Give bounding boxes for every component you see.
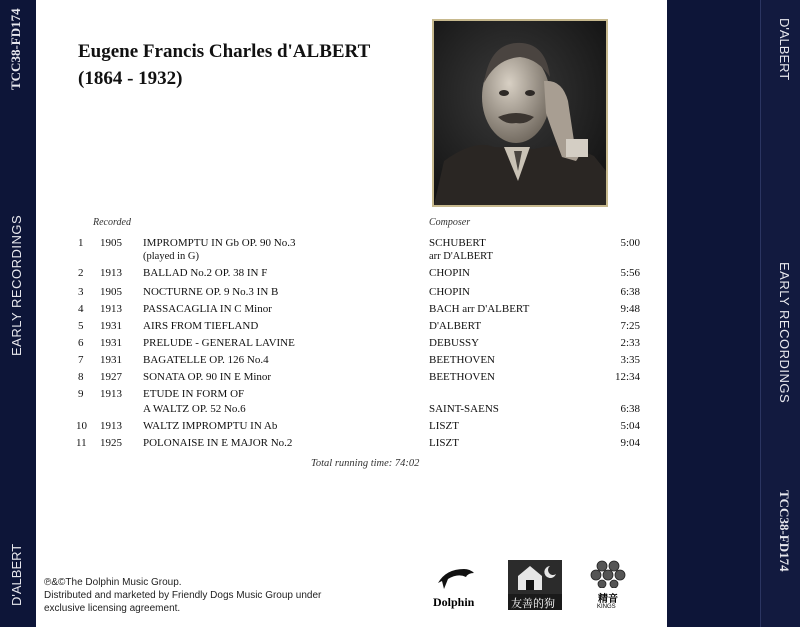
friendly-dogs-label: 友善的狗: [511, 598, 555, 610]
track-duration: 3:35: [620, 354, 640, 366]
track-number: 7: [78, 354, 84, 366]
track-row: [0, 267, 640, 283]
composer-header: [78, 38, 370, 92]
track-year: 1931: [100, 320, 122, 332]
track-title: PASSACAGLIA IN C Minor: [143, 303, 272, 315]
track-composer: BEETHOVEN: [429, 354, 495, 366]
track-composer: LISZT: [429, 437, 459, 449]
track-title: NOCTURNE OP. 9 No.3 IN B: [143, 286, 279, 298]
track-composer: CHOPIN: [429, 286, 470, 298]
dolphin-icon: [436, 565, 476, 591]
track-year: 1905: [100, 286, 122, 298]
copyright-notice: [44, 576, 321, 615]
track-year: 1913: [100, 388, 122, 400]
spine-series-title: EARLY RECORDINGS: [9, 214, 24, 356]
track-composer: BEETHOVEN: [429, 371, 495, 383]
track-number: 4: [78, 303, 84, 315]
track-year: 1931: [100, 337, 122, 349]
track-composer: SAINT-SAENS: [429, 403, 499, 415]
dolphin-label: Dolphin: [433, 595, 475, 609]
track-duration: 5:00: [620, 237, 640, 249]
track-arranger: arr D'ALBERT: [429, 251, 493, 262]
track-row: [0, 420, 640, 436]
copyright-line: ℗&©The Dolphin Music Group.: [44, 577, 182, 588]
track-composer: CHOPIN: [429, 267, 470, 279]
track-title: AIRS FROM TIEFLAND: [143, 320, 259, 332]
friendly-dogs-logo: [508, 560, 562, 610]
track-title: BAGATELLE OP. 126 No.4: [143, 354, 269, 366]
track-year: 1925: [100, 437, 122, 449]
dolphin-logo: [430, 565, 486, 610]
spine-catalog-code-right: TCC38-FD174: [777, 490, 792, 572]
portrait-image: [434, 21, 606, 205]
track-title: SONATA OP. 90 IN E Minor: [143, 371, 272, 383]
track-duration: 9:48: [620, 303, 640, 315]
track-row: [0, 371, 640, 387]
kings-label-en: KINGS: [597, 604, 616, 610]
spine-artist-right: D'ALBERT: [777, 18, 792, 81]
track-year: 1927: [100, 371, 122, 383]
track-number: 3: [78, 286, 84, 298]
track-row: [0, 286, 640, 302]
track-title: BALLAD No.2 OP. 38 IN F: [143, 267, 268, 279]
track-row: [0, 388, 640, 418]
track-duration: 6:38: [620, 286, 640, 298]
track-duration: 2:33: [620, 337, 640, 349]
track-row: [0, 437, 640, 453]
track-number: 10: [76, 420, 87, 432]
doghouse-icon: [508, 560, 562, 594]
spine-artist: D'ALBERT: [9, 543, 24, 606]
track-duration: 7:25: [620, 320, 640, 332]
track-row: [0, 320, 640, 336]
track-duration: 9:04: [620, 437, 640, 449]
kings-label-cn: 精音: [598, 594, 618, 605]
license-line: exclusive licensing agreement.: [44, 603, 181, 614]
track-composer: D'ALBERT: [429, 320, 482, 332]
track-year: 1905: [100, 237, 122, 249]
track-number: 5: [78, 320, 84, 332]
track-composer: LISZT: [429, 420, 459, 432]
distribution-line: Distributed and marketed by Friendly Dogs Music Group under: [44, 590, 322, 601]
track-number: 2: [78, 267, 84, 279]
track-title: POLONAISE IN E MAJOR No.2: [143, 437, 293, 449]
track-title: ETUDE IN FORM OF: [143, 388, 245, 400]
track-title: IMPROMPTU IN Gb OP. 90 No.3: [143, 237, 296, 249]
track-row: [0, 337, 640, 353]
track-title: WALTZ IMPROMPTU IN Ab: [143, 420, 278, 432]
track-row: [0, 303, 640, 319]
track-duration: 5:04: [620, 420, 640, 432]
track-number: 9: [78, 388, 84, 400]
track-number: 11: [76, 437, 87, 449]
track-year: 1913: [100, 303, 122, 315]
track-composer: DEBUSSY: [429, 337, 480, 349]
track-row: [0, 237, 640, 265]
track-title: PRELUDE - GENERAL LAVINE: [143, 337, 295, 349]
composer-dates: (1864 - 1932): [78, 68, 183, 89]
track-duration: 12:34: [614, 371, 640, 383]
spine-catalog-code: TCC38-FD174: [8, 8, 23, 90]
track-composer: BACH arr D'ALBERT: [429, 303, 530, 315]
track-number: 1: [78, 237, 84, 249]
composer-name: Eugene Francis Charles d'ALBERT: [78, 41, 371, 62]
track-row: [0, 354, 640, 370]
track-title-note: (played in G): [143, 251, 199, 262]
honeycomb-icon: [590, 560, 626, 588]
track-duration: 5:56: [620, 267, 640, 279]
portrait-photo: [432, 19, 608, 207]
track-number: 6: [78, 337, 84, 349]
recorded-header: Recorded: [93, 217, 131, 228]
track-title-line2: A WALTZ OP. 52 No.6: [143, 403, 246, 415]
track-number: 8: [78, 371, 84, 383]
total-running-time: Total running time: 74:02: [311, 458, 420, 469]
track-composer: SCHUBERT: [429, 237, 486, 249]
composer-column-header: Composer: [429, 217, 471, 228]
spine-series-title-right: EARLY RECORDINGS: [777, 262, 792, 404]
track-year: 1913: [100, 267, 122, 279]
track-duration: 6:38: [620, 403, 640, 415]
right-spine: [760, 0, 800, 627]
track-year: 1913: [100, 420, 122, 432]
track-year: 1931: [100, 354, 122, 366]
kings-logo: [588, 560, 628, 614]
right-spine-panel: [667, 0, 760, 627]
